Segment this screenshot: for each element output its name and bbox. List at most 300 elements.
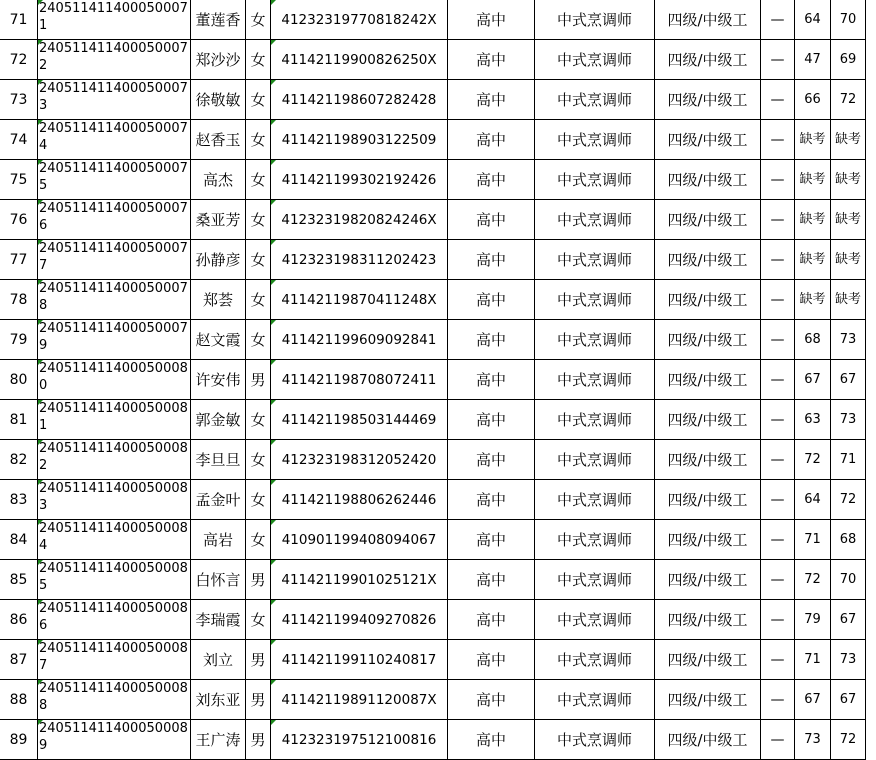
cell-id-number[interactable] (271, 680, 448, 720)
cell-theory-score[interactable] (795, 520, 831, 560)
cell-dash-mark[interactable] (761, 400, 795, 440)
table-row (0, 80, 866, 120)
dash-mark-text: — (770, 411, 785, 428)
education-text: 高中 (475, 731, 506, 749)
dash-mark-text: — (770, 171, 785, 188)
dash-mark-text: — (770, 531, 785, 548)
cell-education[interactable] (448, 600, 535, 640)
cell-skill-level[interactable] (655, 120, 761, 160)
error-indicator-icon (271, 680, 276, 685)
cell-education[interactable] (448, 400, 535, 440)
cell-candidate-name[interactable] (191, 120, 246, 160)
gender-text: 女 (250, 611, 266, 629)
cell-skill-level[interactable] (655, 680, 761, 720)
theory-score-text: 缺考 (799, 252, 826, 267)
candidate-name-text: 孟金叶 (195, 491, 241, 509)
cell-row-number[interactable] (0, 600, 38, 640)
error-indicator-icon (271, 40, 276, 45)
cell-row-number[interactable] (0, 160, 38, 200)
row-number-text: 88 (9, 691, 28, 708)
cell-id-number[interactable] (271, 520, 448, 560)
cell-theory-score[interactable] (795, 680, 831, 720)
cell-candidate-name[interactable] (191, 160, 246, 200)
error-indicator-icon (271, 320, 276, 325)
cell-gender[interactable] (246, 400, 271, 440)
cell-occupation[interactable] (535, 680, 655, 720)
cell-theory-score[interactable] (795, 360, 831, 400)
cell-ticket-number[interactable] (38, 280, 191, 320)
cell-education[interactable] (448, 480, 535, 520)
cell-theory-score[interactable] (795, 280, 831, 320)
cell-row-number[interactable] (0, 360, 38, 400)
id-number-text: 412323198312052420 (281, 451, 437, 468)
error-indicator-icon (271, 0, 276, 5)
cell-skill-level[interactable] (655, 80, 761, 120)
cell-gender[interactable] (246, 640, 271, 680)
cell-occupation[interactable] (535, 40, 655, 80)
skill-level-text: 四级/中级工 (667, 371, 748, 389)
education-text: 高中 (475, 11, 506, 29)
cell-candidate-name[interactable] (191, 320, 246, 360)
cell-gender[interactable] (246, 120, 271, 160)
ticket-number-text: 2405114114000500079 (39, 321, 188, 353)
cell-id-number[interactable] (271, 0, 448, 40)
cell-skill-level[interactable] (655, 320, 761, 360)
cell-practical-score[interactable] (831, 40, 866, 80)
cell-occupation[interactable] (535, 120, 655, 160)
cell-gender[interactable] (246, 600, 271, 640)
cell-education[interactable] (448, 640, 535, 680)
ticket-number-text: 2405114114000500081 (39, 401, 188, 433)
cell-practical-score[interactable] (831, 400, 866, 440)
cell-theory-score[interactable] (795, 320, 831, 360)
education-text: 高中 (475, 571, 506, 589)
cell-occupation[interactable] (535, 160, 655, 200)
cell-occupation[interactable] (535, 360, 655, 400)
cell-row-number[interactable] (0, 320, 38, 360)
cell-occupation[interactable] (535, 80, 655, 120)
cell-skill-level[interactable] (655, 160, 761, 200)
cell-candidate-name[interactable] (191, 40, 246, 80)
cell-gender[interactable] (246, 440, 271, 480)
row-number-text: 79 (9, 331, 28, 348)
cell-practical-score[interactable] (831, 0, 866, 40)
cell-id-number[interactable] (271, 440, 448, 480)
cell-candidate-name[interactable] (191, 680, 246, 720)
gender-text: 男 (250, 371, 266, 389)
cell-dash-mark[interactable] (761, 680, 795, 720)
cell-candidate-name[interactable] (191, 440, 246, 480)
cell-skill-level[interactable] (655, 280, 761, 320)
cell-gender[interactable] (246, 360, 271, 400)
cell-occupation[interactable] (535, 320, 655, 360)
theory-score-text: 63 (804, 412, 821, 427)
cell-candidate-name[interactable] (191, 600, 246, 640)
cell-practical-score[interactable] (831, 200, 866, 240)
cell-practical-score[interactable] (831, 520, 866, 560)
cell-education[interactable] (448, 240, 535, 280)
cell-ticket-number[interactable] (38, 120, 191, 160)
cell-row-number[interactable] (0, 80, 38, 120)
cell-row-number[interactable] (0, 0, 38, 40)
ticket-number-text: 2405114114000500080 (39, 361, 188, 393)
gender-text: 女 (250, 131, 266, 149)
cell-ticket-number[interactable] (38, 400, 191, 440)
cell-row-number[interactable] (0, 280, 38, 320)
cell-practical-score[interactable] (831, 80, 866, 120)
table-row (0, 400, 866, 440)
cell-theory-score[interactable] (795, 0, 831, 40)
cell-skill-level[interactable] (655, 40, 761, 80)
cell-gender[interactable] (246, 0, 271, 40)
cell-row-number[interactable] (0, 640, 38, 680)
row-number-text: 82 (9, 451, 28, 468)
cell-gender[interactable] (246, 680, 271, 720)
cell-theory-score[interactable] (795, 200, 831, 240)
cell-dash-mark[interactable] (761, 40, 795, 80)
practical-score-text: 73 (839, 652, 857, 667)
cell-candidate-name[interactable] (191, 240, 246, 280)
gender-text: 女 (250, 51, 266, 69)
cell-ticket-number[interactable] (38, 200, 191, 240)
gender-text: 女 (250, 411, 266, 429)
gender-text: 女 (250, 251, 266, 269)
cell-skill-level[interactable] (655, 640, 761, 680)
skill-level-text: 四级/中级工 (667, 531, 748, 549)
gender-text: 男 (250, 731, 266, 749)
cell-occupation[interactable] (535, 240, 655, 280)
id-number-text: 411421198708072411 (281, 371, 437, 388)
cell-occupation[interactable] (535, 200, 655, 240)
skill-level-text: 四级/中级工 (667, 131, 748, 149)
cell-row-number[interactable] (0, 480, 38, 520)
cell-ticket-number[interactable] (38, 0, 191, 40)
cell-candidate-name[interactable] (191, 640, 246, 680)
cell-ticket-number[interactable] (38, 640, 191, 680)
cell-theory-score[interactable] (795, 400, 831, 440)
cell-ticket-number[interactable] (38, 40, 191, 80)
ticket-number-text: 2405114114000500085 (39, 561, 188, 593)
cell-education[interactable] (448, 200, 535, 240)
gender-text: 女 (250, 331, 266, 349)
cell-skill-level[interactable] (655, 200, 761, 240)
id-number-text: 41142119891120087X (281, 691, 437, 708)
cell-occupation[interactable] (535, 440, 655, 480)
error-indicator-icon (271, 280, 276, 285)
skill-level-text: 四级/中级工 (667, 251, 748, 269)
candidate-name-text: 孙静彦 (195, 251, 241, 269)
cell-id-number[interactable] (271, 320, 448, 360)
cell-practical-score[interactable] (831, 360, 866, 400)
cell-occupation[interactable] (535, 480, 655, 520)
cell-practical-score[interactable] (831, 480, 866, 520)
practical-score-text: 72 (839, 732, 857, 747)
cell-practical-score[interactable] (831, 320, 866, 360)
cell-skill-level[interactable] (655, 440, 761, 480)
cell-gender[interactable] (246, 320, 271, 360)
cell-occupation[interactable] (535, 560, 655, 600)
cell-education[interactable] (448, 360, 535, 400)
cell-dash-mark[interactable] (761, 240, 795, 280)
cell-ticket-number[interactable] (38, 80, 191, 120)
error-indicator-icon (38, 560, 43, 565)
cell-theory-score[interactable] (795, 40, 831, 80)
cell-id-number[interactable] (271, 560, 448, 600)
cell-practical-score[interactable] (831, 640, 866, 680)
ticket-number-text: 2405114114000500077 (39, 241, 188, 273)
occupation-text: 中式烹调师 (556, 11, 632, 29)
theory-score-text: 72 (804, 572, 821, 587)
cell-dash-mark[interactable] (761, 360, 795, 400)
practical-score-text: 70 (839, 572, 857, 587)
occupation-text: 中式烹调师 (556, 291, 632, 309)
cell-row-number[interactable] (0, 560, 38, 600)
gender-text: 女 (250, 291, 266, 309)
id-number-text: 41142119901025121X (281, 571, 437, 588)
dash-mark-text: — (770, 451, 785, 468)
cell-row-number[interactable] (0, 120, 38, 160)
education-text: 高中 (475, 331, 506, 349)
practical-score-text: 67 (839, 692, 857, 707)
cell-occupation[interactable] (535, 280, 655, 320)
cell-skill-level[interactable] (655, 480, 761, 520)
cell-dash-mark[interactable] (761, 0, 795, 40)
cell-gender[interactable] (246, 40, 271, 80)
cell-dash-mark[interactable] (761, 80, 795, 120)
cell-skill-level[interactable] (655, 560, 761, 600)
theory-score-text: 68 (804, 332, 821, 347)
cell-occupation[interactable] (535, 600, 655, 640)
practical-score-text: 72 (839, 492, 857, 507)
gender-text: 女 (250, 531, 266, 549)
cell-id-number[interactable] (271, 480, 448, 520)
cell-dash-mark[interactable] (761, 320, 795, 360)
table-row (0, 560, 866, 600)
cell-theory-score[interactable] (795, 480, 831, 520)
cell-id-number[interactable] (271, 400, 448, 440)
cell-row-number[interactable] (0, 240, 38, 280)
error-indicator-icon (271, 360, 276, 365)
cell-candidate-name[interactable] (191, 200, 246, 240)
candidate-name-text: 郑沙沙 (195, 51, 241, 69)
cell-dash-mark[interactable] (761, 520, 795, 560)
cell-theory-score[interactable] (795, 440, 831, 480)
cell-row-number[interactable] (0, 680, 38, 720)
cell-education[interactable] (448, 440, 535, 480)
theory-score-text: 72 (804, 452, 821, 467)
cell-practical-score[interactable] (831, 600, 866, 640)
id-number-text: 411421198607282428 (281, 91, 437, 108)
error-indicator-icon (271, 600, 276, 605)
cell-skill-level[interactable] (655, 360, 761, 400)
cell-theory-score[interactable] (795, 80, 831, 120)
cell-id-number[interactable] (271, 120, 448, 160)
cell-candidate-name[interactable] (191, 80, 246, 120)
cell-gender[interactable] (246, 160, 271, 200)
dash-mark-text: — (770, 731, 785, 748)
occupation-text: 中式烹调师 (556, 571, 632, 589)
cell-ticket-number[interactable] (38, 480, 191, 520)
cell-education[interactable] (448, 320, 535, 360)
gender-text: 女 (250, 451, 266, 469)
cell-dash-mark[interactable] (761, 640, 795, 680)
cell-skill-level[interactable] (655, 240, 761, 280)
cell-occupation[interactable] (535, 400, 655, 440)
cell-id-number[interactable] (271, 40, 448, 80)
table-row (0, 200, 866, 240)
cell-gender[interactable] (246, 200, 271, 240)
cell-skill-level[interactable] (655, 520, 761, 560)
cell-ticket-number[interactable] (38, 600, 191, 640)
theory-score-text: 缺考 (799, 132, 826, 147)
cell-id-number[interactable] (271, 240, 448, 280)
cell-theory-score[interactable] (795, 160, 831, 200)
error-indicator-icon (271, 240, 276, 245)
cell-gender[interactable] (246, 80, 271, 120)
candidate-name-text: 李瑞霞 (195, 611, 241, 629)
cell-ticket-number[interactable] (38, 520, 191, 560)
theory-score-text: 64 (804, 12, 821, 27)
cell-practical-score[interactable] (831, 120, 866, 160)
cell-candidate-name[interactable] (191, 0, 246, 40)
cell-education[interactable] (448, 0, 535, 40)
cell-id-number[interactable] (271, 280, 448, 320)
cell-gender[interactable] (246, 520, 271, 560)
cell-id-number[interactable] (271, 640, 448, 680)
practical-score-text: 缺考 (834, 252, 861, 267)
cell-dash-mark[interactable] (761, 120, 795, 160)
occupation-text: 中式烹调师 (556, 651, 632, 669)
table-row (0, 680, 866, 720)
skill-level-text: 四级/中级工 (667, 651, 748, 669)
candidate-name-text: 郑荟 (202, 291, 233, 309)
theory-score-text: 66 (804, 92, 821, 107)
cell-education[interactable] (448, 80, 535, 120)
cell-occupation[interactable] (535, 640, 655, 680)
cell-ticket-number[interactable] (38, 240, 191, 280)
cell-dash-mark[interactable] (761, 280, 795, 320)
cell-id-number[interactable] (271, 80, 448, 120)
cell-skill-level[interactable] (655, 600, 761, 640)
skill-level-text: 四级/中级工 (667, 91, 748, 109)
education-text: 高中 (475, 411, 506, 429)
cell-dash-mark[interactable] (761, 560, 795, 600)
cell-gender[interactable] (246, 560, 271, 600)
cell-ticket-number[interactable] (38, 440, 191, 480)
cell-dash-mark[interactable] (761, 160, 795, 200)
cell-id-number[interactable] (271, 360, 448, 400)
cell-gender[interactable] (246, 240, 271, 280)
cell-skill-level[interactable] (655, 0, 761, 40)
theory-score-text: 缺考 (799, 292, 826, 307)
cell-id-number[interactable] (271, 200, 448, 240)
cell-dash-mark[interactable] (761, 480, 795, 520)
cell-id-number[interactable] (271, 600, 448, 640)
cell-practical-score[interactable] (831, 240, 866, 280)
skill-level-text: 四级/中级工 (667, 731, 748, 749)
cell-row-number[interactable] (0, 40, 38, 80)
error-indicator-icon (38, 480, 43, 485)
cell-dash-mark[interactable] (761, 440, 795, 480)
cell-row-number[interactable] (0, 440, 38, 480)
cell-practical-score[interactable] (831, 440, 866, 480)
cell-occupation[interactable] (535, 520, 655, 560)
error-indicator-icon (271, 120, 276, 125)
error-indicator-icon (38, 160, 43, 165)
cell-practical-score[interactable] (831, 280, 866, 320)
cell-row-number[interactable] (0, 520, 38, 560)
cell-theory-score[interactable] (795, 600, 831, 640)
cell-candidate-name[interactable] (191, 480, 246, 520)
education-text: 高中 (475, 51, 506, 69)
cell-candidate-name[interactable] (191, 520, 246, 560)
cell-ticket-number[interactable] (38, 560, 191, 600)
education-text: 高中 (475, 651, 506, 669)
cell-row-number[interactable] (0, 200, 38, 240)
cell-education[interactable] (448, 40, 535, 80)
cell-theory-score[interactable] (795, 640, 831, 680)
cell-education[interactable] (448, 560, 535, 600)
cell-education[interactable] (448, 680, 535, 720)
cell-candidate-name[interactable] (191, 400, 246, 440)
occupation-text: 中式烹调师 (556, 51, 632, 69)
occupation-text: 中式烹调师 (556, 611, 632, 629)
gender-text: 女 (250, 171, 266, 189)
cell-ticket-number[interactable] (38, 160, 191, 200)
occupation-text: 中式烹调师 (556, 91, 632, 109)
cell-practical-score[interactable] (831, 560, 866, 600)
cell-theory-score[interactable] (795, 240, 831, 280)
cell-education[interactable] (448, 120, 535, 160)
candidate-name-text: 李旦旦 (195, 451, 241, 469)
cell-candidate-name[interactable] (191, 560, 246, 600)
table-row (0, 440, 866, 480)
cell-id-number[interactable] (271, 160, 448, 200)
cell-theory-score[interactable] (795, 560, 831, 600)
occupation-text: 中式烹调师 (556, 211, 632, 229)
candidate-name-text: 董莲香 (195, 11, 241, 29)
row-number-text: 80 (9, 371, 28, 388)
skill-level-text: 四级/中级工 (667, 211, 748, 229)
occupation-text: 中式烹调师 (556, 371, 632, 389)
cell-practical-score[interactable] (831, 160, 866, 200)
id-number-text: 41142119900826250X (281, 51, 437, 68)
occupation-text: 中式烹调师 (556, 171, 632, 189)
cell-ticket-number[interactable] (38, 320, 191, 360)
row-number-text: 77 (9, 251, 28, 268)
dash-mark-text: — (770, 291, 785, 308)
cell-ticket-number[interactable] (38, 680, 191, 720)
cell-ticket-number[interactable] (38, 360, 191, 400)
cell-education[interactable] (448, 280, 535, 320)
cell-candidate-name[interactable] (191, 280, 246, 320)
cell-theory-score[interactable] (795, 120, 831, 160)
theory-score-text: 71 (804, 652, 821, 667)
occupation-text: 中式烹调师 (556, 691, 632, 709)
cell-occupation[interactable] (535, 0, 655, 40)
cell-practical-score[interactable] (831, 680, 866, 720)
cell-education[interactable] (448, 520, 535, 560)
cell-skill-level[interactable] (655, 400, 761, 440)
theory-score-text: 67 (804, 372, 821, 387)
cell-candidate-name[interactable] (191, 360, 246, 400)
cell-dash-mark[interactable] (761, 200, 795, 240)
cell-dash-mark[interactable] (761, 600, 795, 640)
cell-education[interactable] (448, 160, 535, 200)
cell-gender[interactable] (246, 280, 271, 320)
cell-gender[interactable] (246, 480, 271, 520)
cell-row-number[interactable] (0, 400, 38, 440)
